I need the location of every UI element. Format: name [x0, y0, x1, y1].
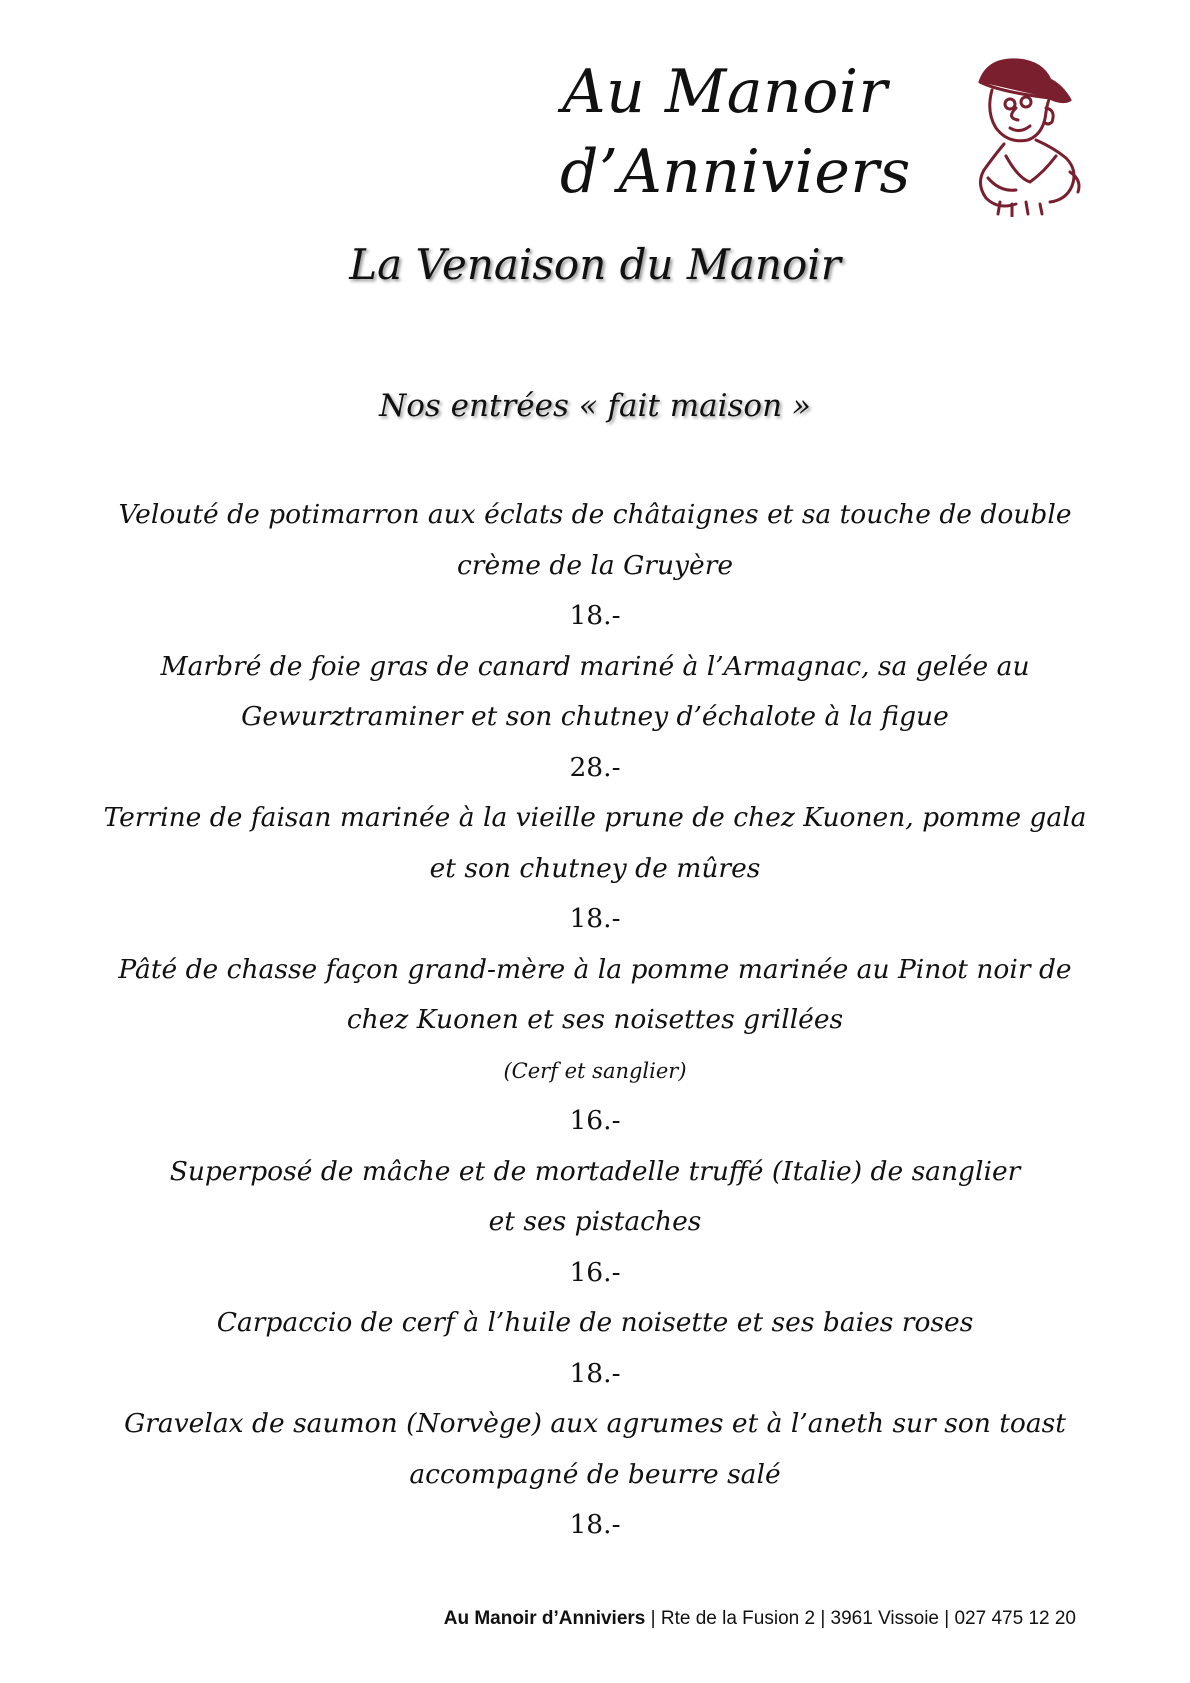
- menu-item-note: (Cerf et sanglier): [503, 1058, 687, 1083]
- menu-item-price: 18.-: [569, 1509, 621, 1540]
- menu-item-price: 18.-: [569, 903, 621, 934]
- menu-list: [95, 490, 1095, 1551]
- footer-restaurant-name: Au Manoir d’Anniviers: [443, 1608, 646, 1629]
- menu-item: [95, 1298, 1095, 1399]
- menu-item-description: chez Kuonen et ses noisettes grillées: [346, 1004, 844, 1035]
- mascot-icon: [970, 52, 1090, 217]
- menu-item-description: Superposé de mâche et de mortadelle truffé (Italie) de sanglier: [169, 1155, 1021, 1187]
- menu-item-description: Gewurztraminer et son chutney d’échalote à la figue: [241, 701, 949, 732]
- footer-address: | Rte de la Fusion 2 | 3961 Vissoie | 027 475 12 20: [645, 1608, 1076, 1629]
- menu-item-price: 28.-: [569, 751, 621, 783]
- menu-item: [95, 793, 1095, 945]
- menu-item-description: Pâté de chasse façon grand-mère à la pomme marinée au Pinot noir de: [118, 953, 1072, 985]
- menu-item-description: Marbré de foie gras de canard mariné à l’Armagnac, sa gelée au: [160, 650, 1030, 682]
- menu-item-description: et ses pistaches: [488, 1206, 702, 1237]
- page-title: La Venaison du Manoir: [349, 240, 841, 289]
- menu-item-price: 16.-: [569, 1105, 621, 1136]
- logo-line-2: d’Anniviers: [560, 137, 911, 207]
- restaurant-logo-text: [560, 52, 911, 212]
- menu-item: [95, 1147, 1095, 1299]
- menu-item-description: accompagné de beurre salé: [409, 1458, 781, 1490]
- menu-item: [95, 1399, 1095, 1551]
- section-title: Nos entrées « fait maison »: [379, 388, 811, 424]
- menu-item: [95, 642, 1095, 794]
- menu-item-price: 18.-: [569, 1357, 621, 1389]
- menu-item: [95, 945, 1095, 1147]
- menu-item-price: 18.-: [569, 600, 621, 631]
- menu-item-description: Carpaccio de cerf à l’huile de noisette et ses baies roses: [216, 1307, 974, 1338]
- menu-item-description: Terrine de faisan marinée à la vieille prune de chez Kuonen, pomme gala: [103, 802, 1087, 833]
- menu-item-description: Velouté de potimarron aux éclats de châtaignes et sa touche de double: [118, 499, 1072, 530]
- menu-item-description: crème de la Gruyère: [456, 549, 734, 581]
- menu-item-price: 16.-: [569, 1256, 621, 1288]
- logo-line-1: Au Manoir: [562, 57, 888, 127]
- menu-item-description: Gravelax de saumon (Norvège) aux agrumes et à l’aneth sur son toast: [124, 1408, 1066, 1439]
- menu-item-description: et son chutney de mûres: [429, 852, 761, 884]
- footer-contact: [444, 1608, 1076, 1630]
- menu-item: [95, 490, 1095, 642]
